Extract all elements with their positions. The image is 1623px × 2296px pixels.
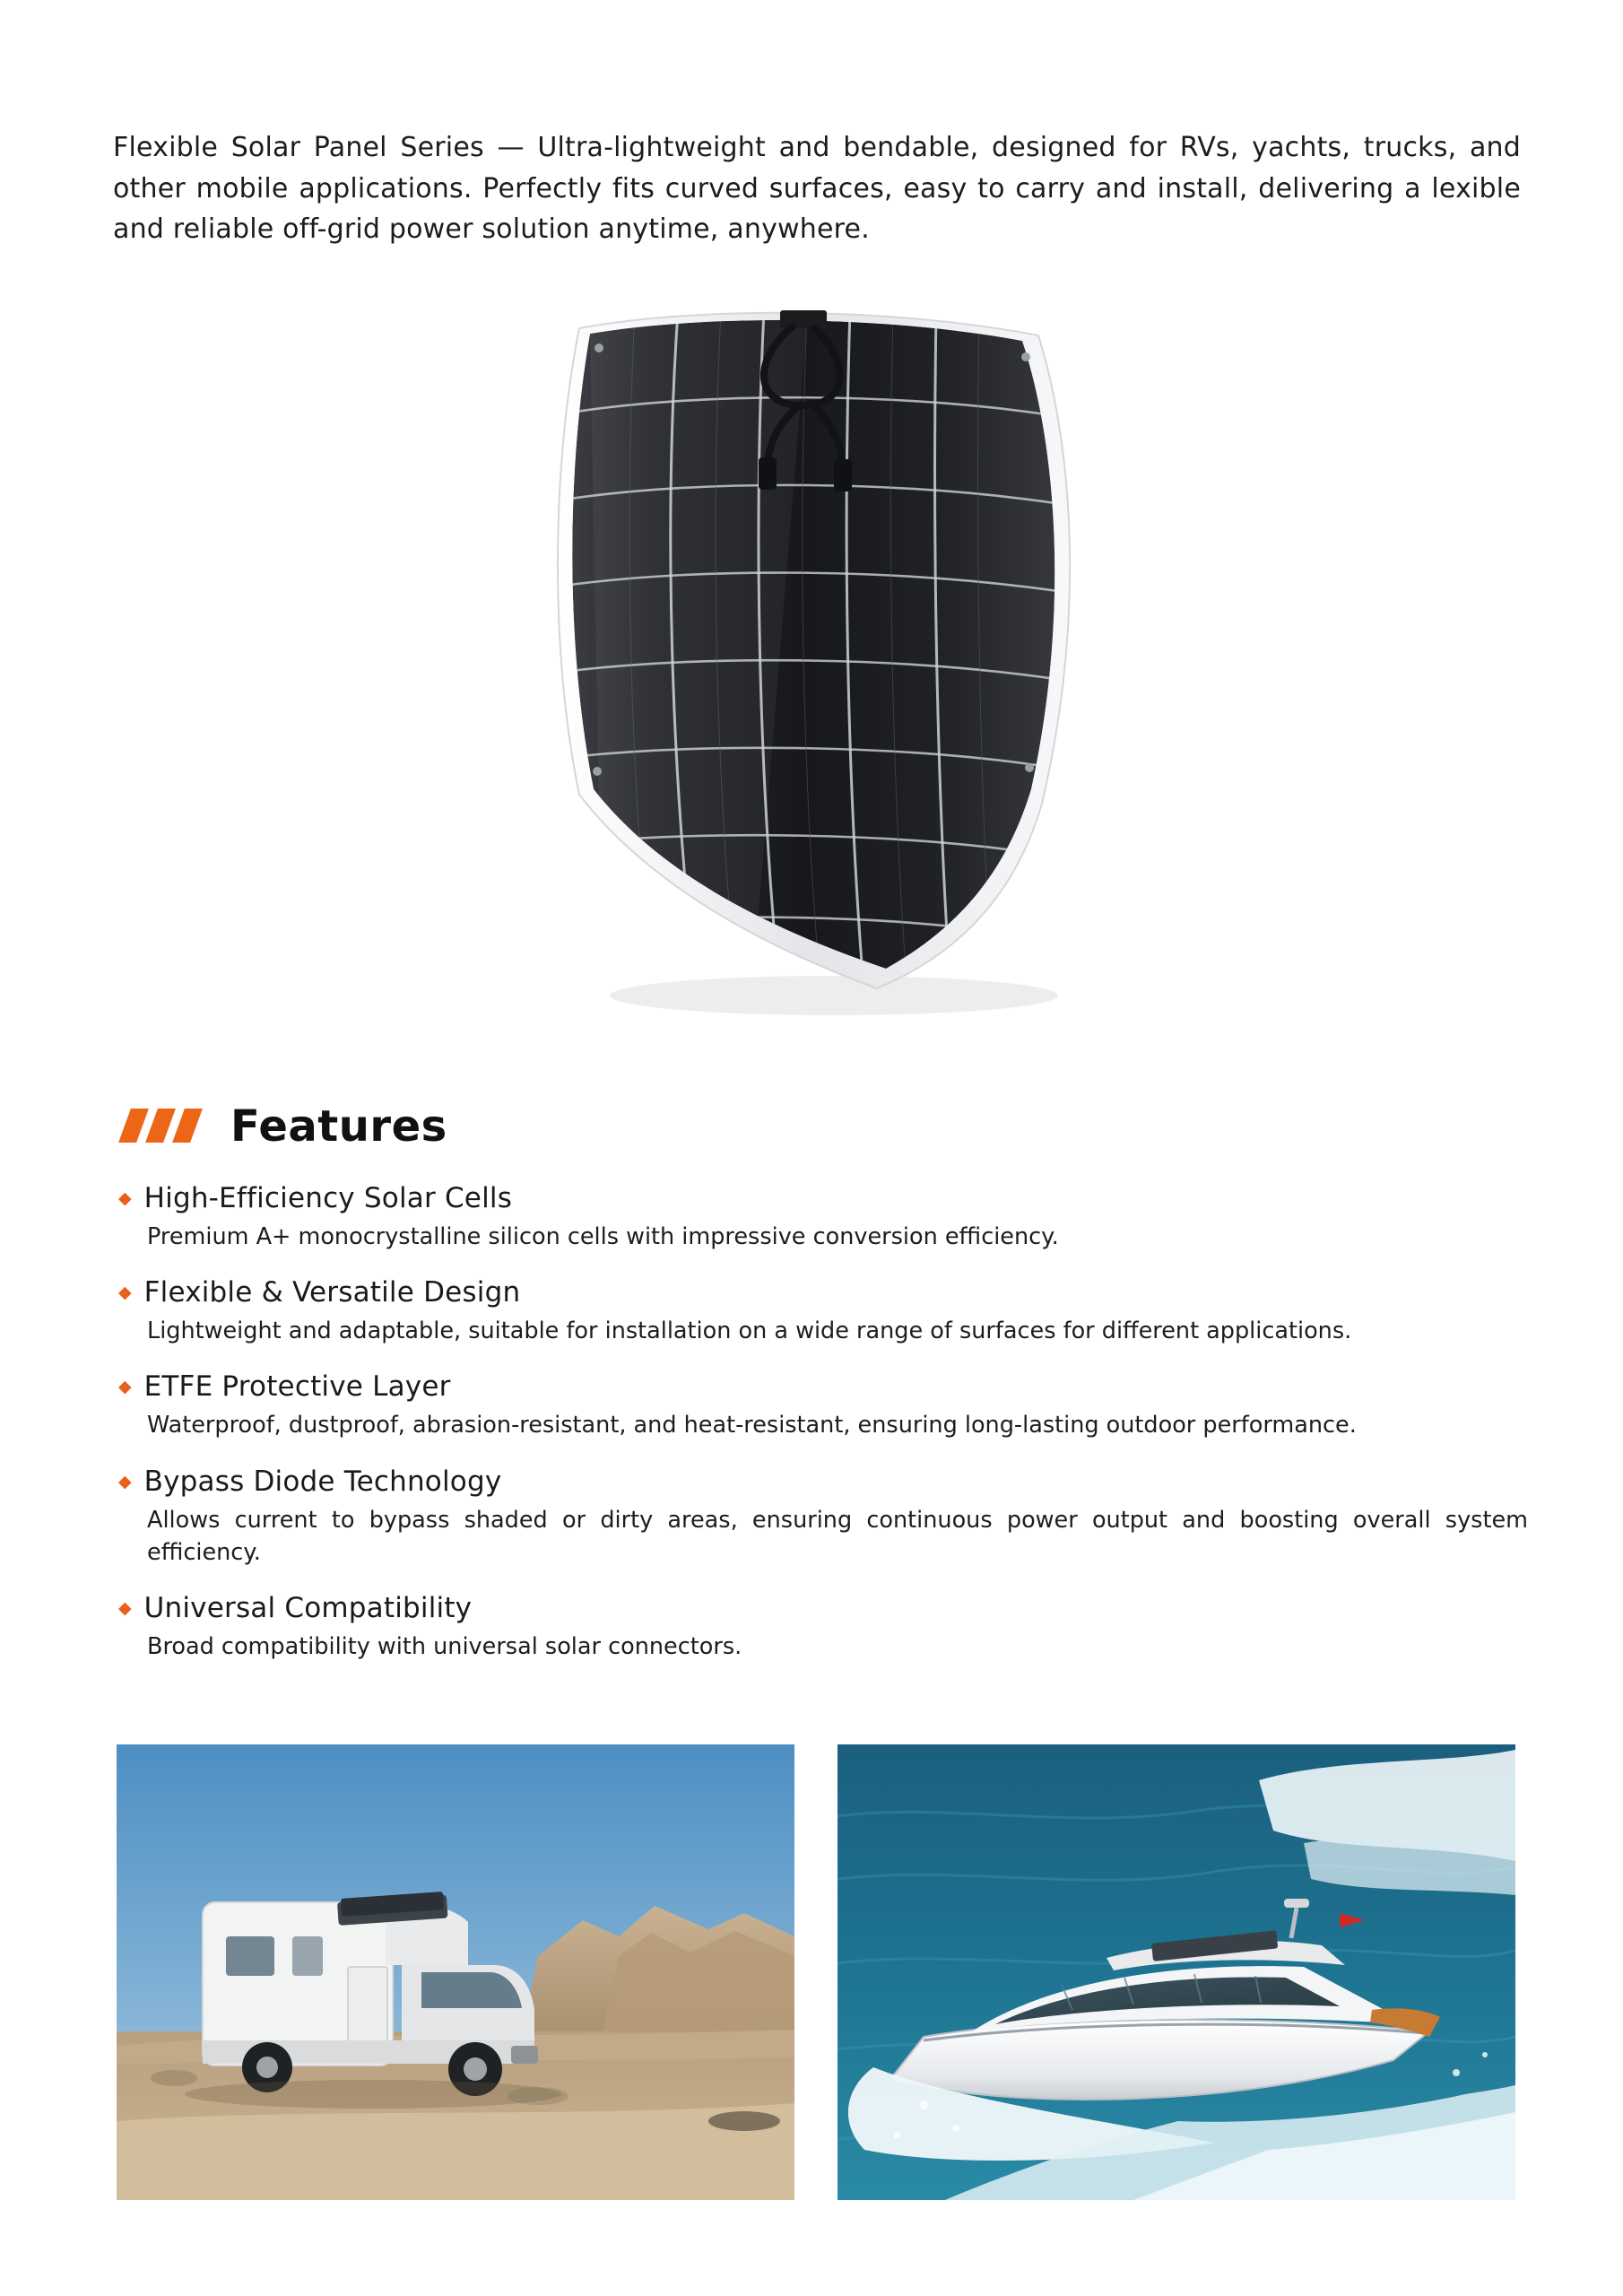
yacht-photo	[838, 1744, 1515, 2200]
diamond-bullet-icon: ◆	[118, 1471, 132, 1492]
diamond-bullet-icon: ◆	[118, 1283, 132, 1303]
diamond-bullet-icon: ◆	[118, 1188, 132, 1208]
feature-title: High-Efficiency Solar Cells	[143, 1182, 513, 1214]
hero-product-image	[484, 305, 1166, 1076]
diamond-bullet-icon: ◆	[118, 1377, 132, 1397]
feature-item	[118, 1465, 1526, 1569]
diamond-bullet-icon: ◆	[118, 1598, 132, 1619]
feature-item	[118, 1276, 1526, 1347]
features-list	[118, 1182, 1526, 1686]
feature-description: Lightweight and adaptable, suitable for installation on a wide range of surfaces for different applications.	[147, 1318, 1352, 1345]
features-heading	[121, 1101, 447, 1152]
feature-title: Flexible & Versatile Design	[143, 1276, 521, 1309]
feature-title: ETFE Protective Layer	[143, 1370, 451, 1404]
feature-item	[118, 1370, 1526, 1441]
feature-item	[118, 1182, 1526, 1253]
feature-description: Allows current to bypass shaded or dirty areas, ensuring continuous power output and boosting overall system efficiency.	[147, 1506, 1528, 1566]
feature-title: Universal Compatibility	[143, 1592, 473, 1625]
intro-paragraph: Flexible Solar Panel Series — Ultra-lightweight and bendable, designed for RVs, yachts, trucks, and other mobile applications. Perfectly fits curved surfaces, easy to carry and install, delivering a lexible and reliable off-grid power solution anytime, anywhere.	[113, 132, 1521, 246]
features-title: Features	[230, 1101, 447, 1152]
feature-description: Premium A+ monocrystalline silicon cells with impressive conversion efficiency.	[147, 1223, 1059, 1250]
application-gallery	[117, 1744, 1515, 2202]
feature-description: Broad compatibility with universal solar connectors.	[147, 1633, 742, 1661]
feature-title: Bypass Diode Technology	[143, 1465, 502, 1498]
feature-item	[118, 1592, 1526, 1663]
slash-decoration-icon	[121, 1109, 214, 1144]
feature-description: Waterproof, dustproof, abrasion-resistant, and heat-resistant, ensuring long-lasting outdoor performance.	[147, 1412, 1357, 1439]
rv-photo	[117, 1744, 794, 2200]
